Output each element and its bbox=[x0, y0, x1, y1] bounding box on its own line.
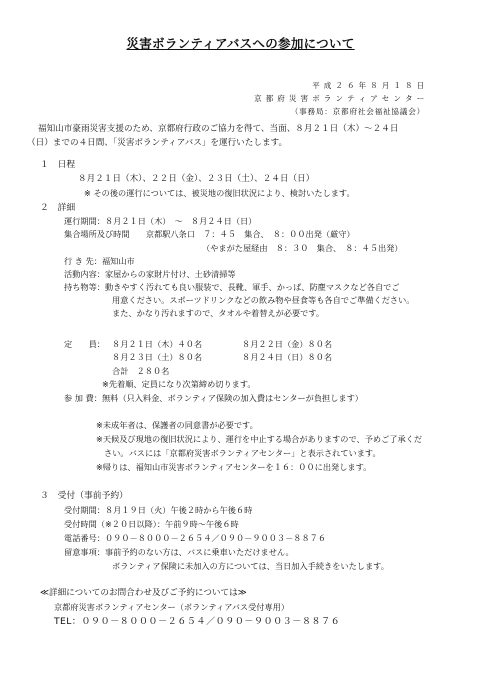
contact-org: 京都府災害ボランティアセンター（ボランティアバス受付専用） bbox=[54, 602, 290, 612]
operation-period: 運行期間：８月２１日（木） ～ ８月２４日（日） bbox=[64, 216, 257, 226]
participation-fee: 参 加 費：無料（只入料金、ボランティア保険の加入費はセンターが負担します） bbox=[64, 393, 363, 403]
weather-note-1: ※天候及び現地の復旧状況により、運行を中止する場合がありますので、予めご了承くだ bbox=[96, 434, 423, 444]
capacity-label: 定 員： bbox=[64, 339, 105, 349]
issuer-office: （事務局：京都府社会福祉協議会） bbox=[290, 107, 425, 116]
schedule-note: ※ その後の運行については、被災地の復旧状況により、検討いたします。 bbox=[84, 188, 355, 198]
capacity-aug22: ８月２２日（金）８０名 bbox=[242, 339, 333, 349]
reception-hours: 受付時間（※２０日以降）：午前９時～午後６時 bbox=[64, 519, 239, 529]
schedule-dates: ８月２１日（木）、２２日（金）、２３日（土）、２４日（日） bbox=[78, 174, 315, 184]
issuer-org: 京 都 府 災 害 ボ ラ ン テ ィ ア セ ン タ ー bbox=[254, 94, 425, 103]
weather-note-2: さい。バスには「京都府災害ボランティアセンター」と表示されています。 bbox=[104, 448, 381, 458]
document-title: 災害ボランティアバスへの参加について bbox=[126, 36, 355, 51]
issue-date: 平 成 ２ ６ 年 ８ 月 １ ８ 日 bbox=[312, 81, 425, 90]
capacity-total: 合計 ２８０名 bbox=[112, 366, 170, 376]
section1-heading: １ 日程 bbox=[40, 160, 76, 170]
intro-line-2: （日）までの４日間、「災害ボランティアバス」を運行いたします。 bbox=[27, 138, 288, 148]
belongings-2: 用意ください。スポーツドリンクなどの飲み物や昼食等も各自でご準備ください。 bbox=[112, 295, 415, 305]
section2-heading: ２ 詳細 bbox=[40, 203, 76, 213]
section3-heading: ３ 受付（事前予約） bbox=[40, 491, 128, 501]
caution-1: 留意事項：事前予約のない方は、バスに乗車いただけません。 bbox=[64, 547, 294, 557]
capacity-aug23: ８月２３日（土）８０名 bbox=[112, 352, 203, 362]
meeting-place-1: 集合場所及び時間 京都駅八条口 ７：４５ 集合、 ８：００出発（厳守） bbox=[64, 229, 355, 239]
minor-note: ※未成年者は、保護者の同意書が必要です。 bbox=[96, 420, 258, 430]
activity: 活動内容：家屋からの家財片付け、土砂清掃等 bbox=[64, 269, 236, 279]
caution-2: ボランティア保険に未加入の方については、当日加入手続きをいたします。 bbox=[112, 561, 389, 571]
belongings-3: また、かなり汚れますので、タオルや着替えが必要です。 bbox=[112, 308, 325, 318]
first-come-note: ※先着順、定員になり次第締め切ります。 bbox=[102, 379, 256, 389]
contact-tel: TEL：０９０－８０００－２６５４／０９０－９００３－８８７６ bbox=[54, 616, 341, 627]
meeting-place-2: （やまがた屋経由 ８：３０ 集合、 ８：４５出発） bbox=[202, 243, 403, 253]
phone-numbers: 電話番号：０９０－８０００－２６５４／０９０－９００３－８８７６ bbox=[64, 533, 327, 543]
belongings-1: 持ち物等：動きやすく汚れても良い服装で、長靴、軍手、かっぱ、防塵マスクなど各自でご bbox=[64, 282, 400, 292]
capacity-aug21: ８月２１日（木）４０名 bbox=[112, 339, 203, 349]
contact-intro: ≪詳細についてのお問合わせ及びご予約については≫ bbox=[40, 588, 247, 598]
reception-period: 受付期間：８月１９日（火）午後２時から午後６時 bbox=[64, 505, 253, 515]
destination: 行 き 先：福知山市 bbox=[64, 256, 135, 266]
intro-line-1: 福知山市豪雨災害支援のため、京都府行政のご協力を得て、当面、８月２１日（木）～２４日 bbox=[38, 124, 399, 134]
capacity-aug24: ８月２４日（日）８０名 bbox=[242, 352, 333, 362]
return-note: ※帰りは、福知山市災害ボランティアセンターを１６：００に出発します。 bbox=[96, 462, 372, 472]
